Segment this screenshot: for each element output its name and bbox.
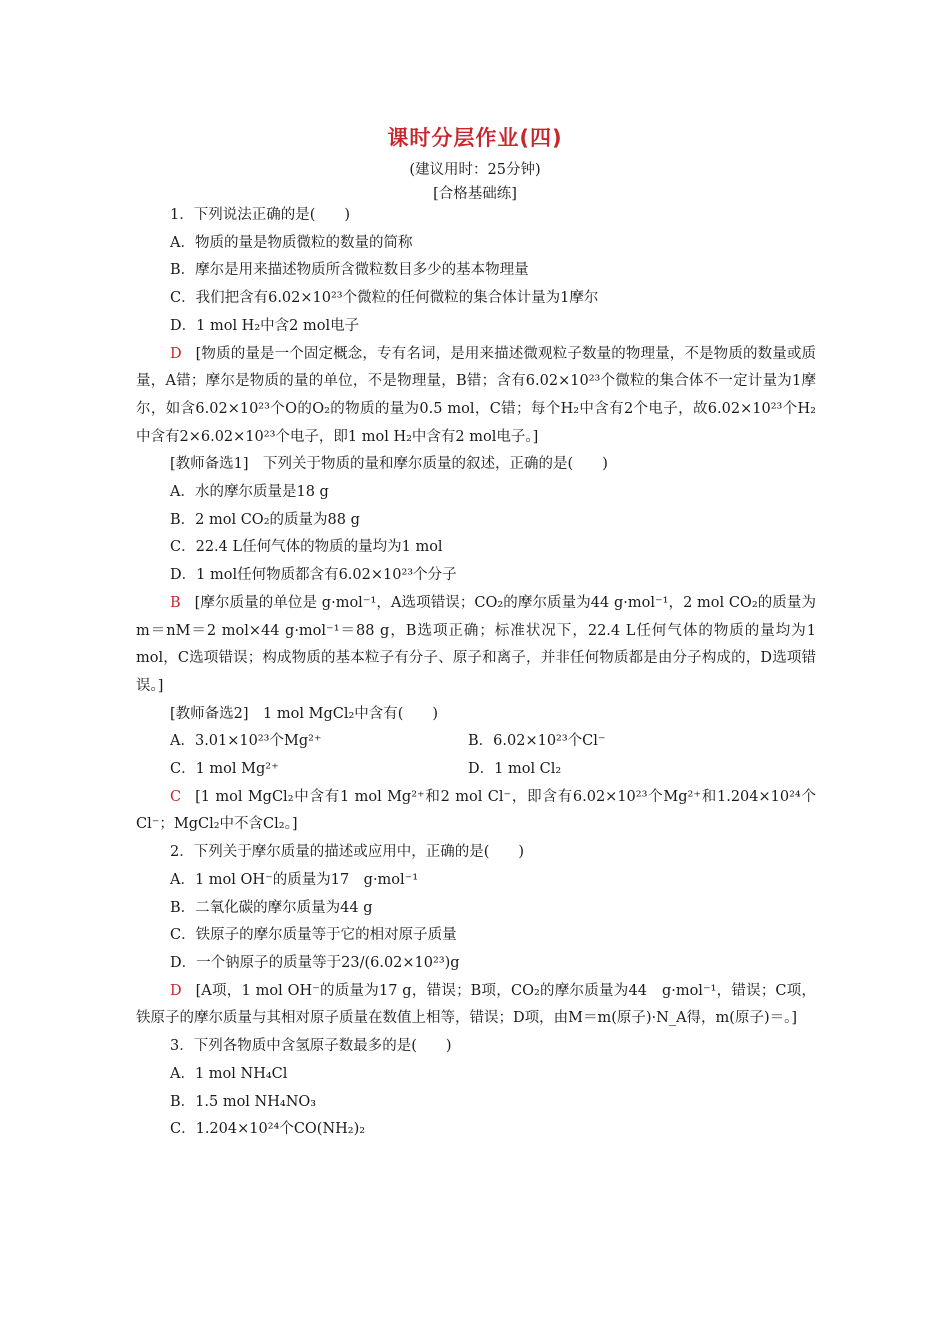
teacher-backup-2-options-row-1 [136,728,816,756]
question-1-explanation [136,341,816,452]
page-title: 课时分层作业(四) [387,126,563,150]
question-1-option-d: D．1 mol H₂中含2 mol电子 [170,317,360,334]
teacher-backup-2-explanation-text: [1 mol MgCl₂中含有1 mol Mg²⁺和2 mol Cl⁻，即含有6.02×10²³个Mg²⁺和1.204×10²⁴个Cl⁻；MgCl₂中不含Cl₂。] [136,788,816,833]
teacher-backup-2-option-b: B．6.02×10²³个Cl⁻ [468,733,606,750]
question-2-option-b: B．二氧化碳的摩尔质量为44 g [170,899,373,916]
question-1-stem: 1．下列说法正确的是( ) [170,207,351,223]
question-2-stem: 2．下列关于摩尔质量的描述或应用中，正确的是( ) [170,844,525,861]
question-2-explanation [136,978,816,1033]
question-1-explanation-text: [物质的量是一个固定概念，专有名词，是用来描述微观粒子数量的物理量，不是物质的数量或质量，A错；摩尔是物质的量的单位，不是物理量，B错；含有6.02×10²³个微粒的集合体不一定计量为1摩尔，如含6.02×10²³个O的O₂的物质的量为0.5 mol，C错；每个H₂中含有2个电子，故6.02×10²³个H₂中含有2×6.02×10²³个电子，即1 mol H₂中含有2 mol电子。] [136,345,816,445]
time-hint: (建议用时：25分钟) [409,162,541,178]
question-3-stem: 3．下列各物质中含氢原子数最多的是( ) [170,1038,452,1055]
question-1-option-b: B．摩尔是用来描述物质所含微粒数目多少的基本物理量 [170,262,529,279]
question-2-explanation-text: [A项，1 mol OH⁻的质量为17 g，错误；B项，CO₂的摩尔质量为44 g·mol⁻¹，错误；C项，铁原子的摩尔质量与其相对原子质量在数值上相等，错误；D项，由M＝m(原子)·N_A得，m(原子)＝。] [136,982,816,1027]
question-2-option-a: A．1 mol OH⁻的质量为17 g·mol⁻¹ [170,871,419,888]
question-1-option-a: A．物质的量是物质微粒的数量的简称 [170,234,413,251]
teacher-backup-1-option-a: A．水的摩尔质量是18 g [170,484,329,501]
teacher-backup-2-stem: [教师备选2] 1 mol MgCl₂中含有( ) [170,705,439,722]
teacher-backup-1-option-b: B．2 mol CO₂的质量为88 g [170,511,360,528]
section-label: [合格基础练] [433,186,517,202]
question-1-answer: D [170,345,182,362]
teacher-backup-2-answer: C [170,788,182,805]
teacher-backup-2-option-d: D．1 mol Cl₂ [468,761,562,778]
question-3-option-b: B．1.5 mol NH₄NO₃ [170,1093,317,1110]
teacher-backup-2-options-row-2 [136,756,816,784]
question-1-option-c: C．我们把含有6.02×10²³个微粒的任何微粒的集合体计量为1摩尔 [170,290,599,307]
question-2-option-d: D．一个钠原子的质量等于23/(6.02×10²³)g [170,954,460,971]
question-2-answer: D [170,982,182,999]
question-list [136,202,816,1144]
question-3-option-c: C．1.204×10²⁴个CO(NH₂)₂ [170,1121,366,1138]
teacher-backup-1-explanation [136,590,816,701]
teacher-backup-2-option-c: C．1 mol Mg²⁺ [170,761,279,778]
teacher-backup-2-explanation [136,784,816,839]
teacher-backup-1-explanation-text: [摩尔质量的单位是 g·mol⁻¹，A选项错误；CO₂的摩尔质量为44 g·mol⁻¹，2 mol CO₂的质量为m＝nM＝2 mol×44 g·mol⁻¹＝88 g，B选项正确；标准状况下，22.4 L任何气体的物质的量均为1 mol，C选项错误；构成物质的基本粒子有分子、原子和离子，并非任何物质都是由分子构成的，D选项错误。] [136,594,816,694]
teacher-backup-1-answer: B [170,594,181,611]
teacher-backup-1-option-d: D．1 mol任何物质都含有6.02×10²³个分子 [170,567,457,584]
teacher-backup-1-stem: [教师备选1] 下列关于物质的量和摩尔质量的叙述，正确的是( ) [170,456,608,473]
question-3-option-a: A．1 mol NH₄Cl [170,1065,288,1082]
teacher-backup-1-option-c: C．22.4 L任何气体的物质的量均为1 mol [170,539,443,556]
teacher-backup-2-option-a: A．3.01×10²³个Mg²⁺ [170,733,322,750]
question-2-option-c: C．铁原子的摩尔质量等于它的相对原子质量 [170,927,457,944]
